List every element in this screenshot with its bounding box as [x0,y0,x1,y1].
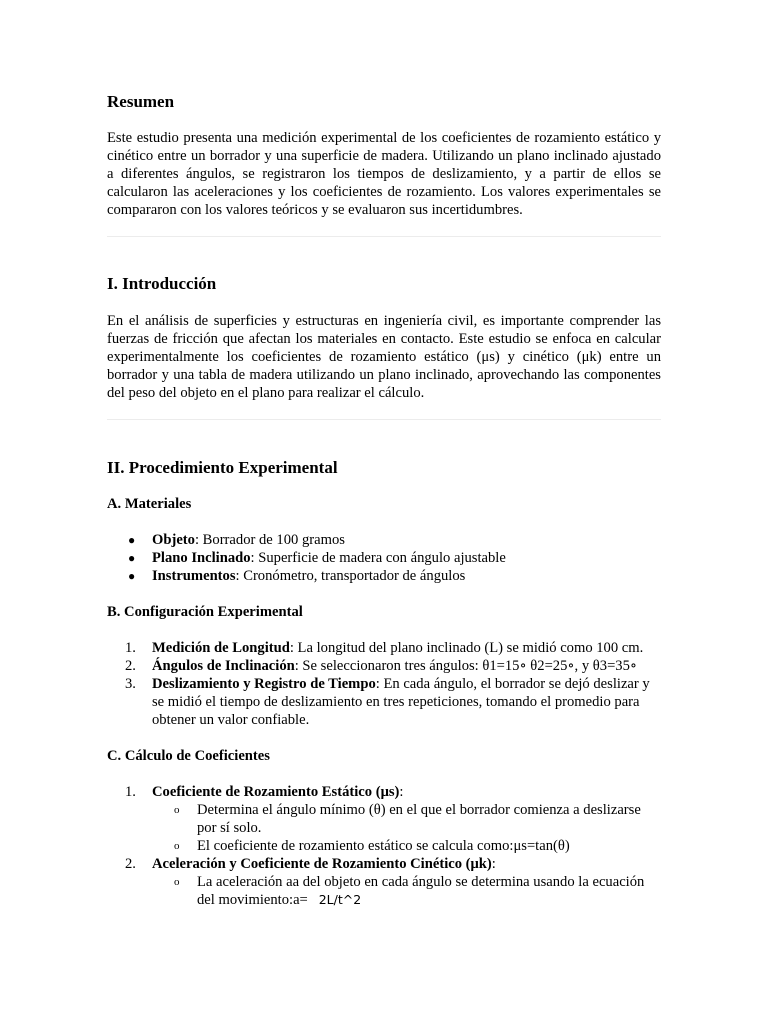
item-label: Coeficiente de Rozamiento Estático (μs) [152,784,400,800]
bullet-icon: ● [128,551,136,565]
item-text: : Se seleccionaron tres ángulos: θ1=15∘ θ2=25∘, y θ3=35∘ [294,658,638,674]
item-text: : La longitud del plano inclinado (L) se midió como 100 cm. [289,640,644,656]
introduccion-heading: I. Introducción [107,274,217,293]
item-text: : Cronómetro, transportador de ángulos [235,568,466,584]
list-item [107,657,661,675]
item-number: 3. [125,676,136,692]
materiales-list [107,531,661,585]
acceleration-formula: 2L/t^2 [318,892,362,907]
item-text: : Superficie de madera con ángulo ajustable [250,550,506,566]
section-divider [107,236,661,237]
calculo-heading: C. Cálculo de Coeficientes [107,748,270,764]
sub-item-text: El coeficiente de rozamiento estático se calcula como:μs=tan(θ) [197,838,570,854]
item-number: 1. [125,784,136,800]
item-label: Plano Inclinado [152,550,251,566]
list-item [107,531,661,549]
calculo-list [107,783,661,909]
item-label: Deslizamiento y Registro de Tiempo [152,676,376,692]
sub-list [152,801,661,855]
sub-list-item [152,873,661,909]
section-divider [107,419,661,420]
document-body [107,92,661,909]
resumen-heading: Resumen [107,92,175,111]
circle-bullet-icon: o [174,840,180,852]
configuracion-list [107,639,661,729]
sub-list [152,873,661,909]
item-number: 2. [125,658,136,674]
sub-list-item [152,801,661,837]
item-text: : [399,784,404,800]
circle-bullet-icon: o [174,876,180,888]
configuracion-heading: B. Configuración Experimental [107,604,303,620]
sub-item-text: Determina el ángulo mínimo (θ) en el que el borrador comienza a deslizarse por sí solo. [197,802,641,836]
circle-bullet-icon: o [174,804,180,816]
item-text: : En cada ángulo, el borrador se dejó deslizar y se midió el tiempo de deslizamiento en tres repeticiones, tomando el promedio para obtener un valor confiable. [152,676,650,728]
list-item [107,675,661,729]
item-text: : [491,856,496,872]
sub-list-item [152,837,661,855]
list-item [107,567,661,585]
resumen-paragraph: Este estudio presenta una medición experimental de los coeficientes de rozamiento estático y cinético entre un borrador y una superficie de madera. Utilizando un plano inclinado ajustado a diferentes ángulos, se registraron los tiempos de deslizamiento, y a partir de ellos se calcularon las aceleraciones y los coeficientes de rozamiento. Los valores experimentales se compararon con los valores teóricos y se evaluaron sus incertidumbres. [107,130,661,218]
list-item [107,549,661,567]
introduccion-paragraph: En el análisis de superficies y estructuras en ingeniería civil, es importante comprender las fuerzas de fricción que afectan los materiales en contacto. Este estudio se enfoca en calcular experimentalmente los coeficientes de rozamiento estático (μs) y cinético (μk) entre un borrador y una tabla de madera utilizando un plano inclinado, aprovechando las componentes del peso del objeto en el plano para realizar el cálculo. [107,313,661,401]
item-label: Ángulos de Inclinación [152,658,295,674]
item-number: 1. [125,640,136,656]
item-label: Aceleración y Coeficiente de Rozamiento Cinético (μk) [152,856,492,872]
materiales-heading: A. Materiales [107,496,192,512]
sub-item-text: La aceleración aa del objeto en cada ángulo se determina usando la ecuación del movimiento:a= [197,874,645,908]
procedimiento-heading: II. Procedimiento Experimental [107,458,338,477]
list-item [107,855,661,909]
list-item [107,639,661,657]
item-number: 2. [125,856,136,872]
bullet-icon: ● [128,533,136,547]
bullet-icon: ● [128,569,136,583]
list-item [107,783,661,855]
item-label: Instrumentos [152,568,236,584]
item-label: Objeto [152,532,195,548]
item-label: Medición de Longitud [152,640,290,656]
item-text: : Borrador de 100 gramos [194,532,345,548]
